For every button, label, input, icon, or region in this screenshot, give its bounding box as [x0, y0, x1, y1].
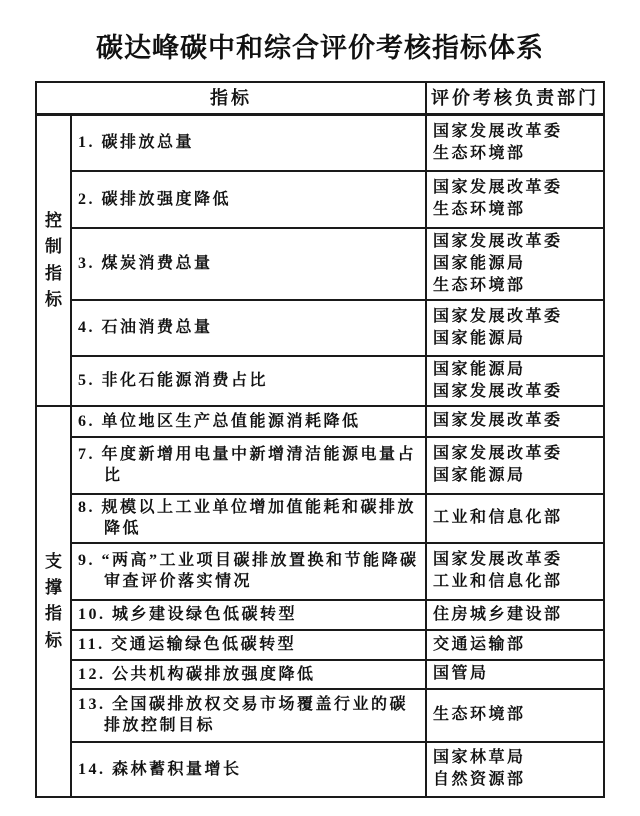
department-cell [426, 356, 604, 406]
department-cell [426, 437, 604, 494]
indicator-cell [71, 300, 426, 356]
table-row [36, 660, 604, 689]
indicator-cell [71, 630, 426, 660]
indicator-cell [71, 742, 426, 797]
indicator-text: 12. 公共机构碳排放强度降低 [78, 665, 316, 683]
department-cell [426, 543, 604, 600]
department-cell [426, 600, 604, 630]
indicator-text: 4. 石油消费总量 [78, 319, 213, 336]
department-line: 国家能源局 [433, 360, 526, 378]
page-title: 碳达峰碳中和综合评价考核指标体系 [96, 33, 544, 63]
table-row [36, 171, 604, 228]
department-cell [426, 742, 604, 797]
department-cell [426, 171, 604, 228]
indicator-table [35, 81, 605, 798]
department-cell [426, 406, 604, 437]
table-row [36, 543, 604, 600]
indicator-text: 1. 碳排放总量 [78, 134, 195, 152]
department-line: 自然资源部 [433, 771, 526, 789]
department-line: 国家发展改革委 [433, 412, 563, 430]
department-cell [426, 494, 604, 543]
department-line: 国家发展改革委 [433, 232, 563, 250]
department-line: 国家发展改革委 [433, 551, 563, 569]
indicator-text: 8. 规模以上工业单位增加值能耗和碳排放降低 [78, 498, 417, 538]
table-row [36, 437, 604, 494]
department-line: 生态环境部 [433, 706, 526, 724]
department-line: 国家发展改革委 [433, 123, 563, 141]
department-line: 工业和信息化部 [433, 573, 563, 591]
indicator-text: 6. 单位地区生产总值能源消耗降低 [78, 412, 361, 430]
table-row [36, 356, 604, 406]
indicator-text: 10. 城乡建设绿色低碳转型 [78, 606, 298, 624]
department-line: 工业和信息化部 [433, 509, 563, 527]
table-row [36, 406, 604, 437]
table-row [36, 115, 604, 171]
indicator-text: 14. 森林蓄积量增长 [78, 760, 242, 778]
group-label-support: 支撑指标 [45, 551, 62, 650]
department-line: 国家发展改革委 [433, 445, 563, 463]
department-line: 国家能源局 [433, 329, 526, 347]
indicator-cell [71, 115, 426, 171]
department-line: 生态环境部 [433, 145, 526, 163]
table-row [36, 228, 604, 300]
indicator-text: 7. 年度新增用电量中新增清洁能源电量占比 [78, 445, 417, 485]
indicator-text: 13. 全国碳排放权交易市场覆盖行业的碳排放控制目标 [78, 695, 409, 735]
indicator-cell [71, 171, 426, 228]
department-cell [426, 689, 604, 742]
department-line: 国家发展改革委 [433, 307, 563, 325]
indicator-cell [71, 406, 426, 437]
department-line: 生态环境部 [433, 201, 526, 219]
department-line: 国家发展改革委 [433, 382, 563, 400]
table-row [36, 630, 604, 660]
group-cell-control [36, 115, 71, 406]
indicator-text: 3. 煤炭消费总量 [78, 255, 213, 272]
indicator-text: 5. 非化石能源消费占比 [78, 372, 269, 389]
indicator-cell [71, 660, 426, 689]
indicator-text: 11. 交通运输绿色低碳转型 [78, 636, 297, 654]
department-line: 国家发展改革委 [433, 179, 563, 197]
department-line: 住房城乡建设部 [433, 605, 563, 623]
indicator-cell [71, 356, 426, 406]
indicator-cell [71, 494, 426, 543]
indicator-cell [71, 543, 426, 600]
indicator-cell [71, 689, 426, 742]
department-line: 国家林草局 [433, 749, 526, 767]
group-cell-support [36, 406, 71, 797]
table-row [36, 742, 604, 797]
department-line: 国家能源局 [433, 254, 526, 272]
table-row [36, 600, 604, 630]
department-line: 生态环境部 [433, 276, 526, 294]
indicator-text: 2. 碳排放强度降低 [78, 190, 232, 208]
indicator-cell [71, 600, 426, 630]
department-line: 国家能源局 [433, 467, 526, 485]
department-cell [426, 660, 604, 689]
group-label-control: 控制指标 [45, 210, 62, 309]
header-cell-indicator: 指标 [36, 82, 426, 115]
indicator-cell [71, 437, 426, 494]
header-row [36, 82, 604, 115]
indicator-text: 9. “两高”工业项目碳排放置换和节能降碳审查评价落实情况 [78, 551, 419, 591]
department-line: 国管局 [433, 665, 489, 683]
indicator-cell [71, 228, 426, 300]
table-row [36, 689, 604, 742]
department-line: 交通运输部 [433, 635, 526, 653]
department-cell [426, 630, 604, 660]
department-cell [426, 300, 604, 356]
table-row [36, 494, 604, 543]
header-cell-department: 评价考核负责部门 [426, 82, 604, 115]
table-row [36, 300, 604, 356]
department-cell [426, 115, 604, 171]
department-cell [426, 228, 604, 300]
